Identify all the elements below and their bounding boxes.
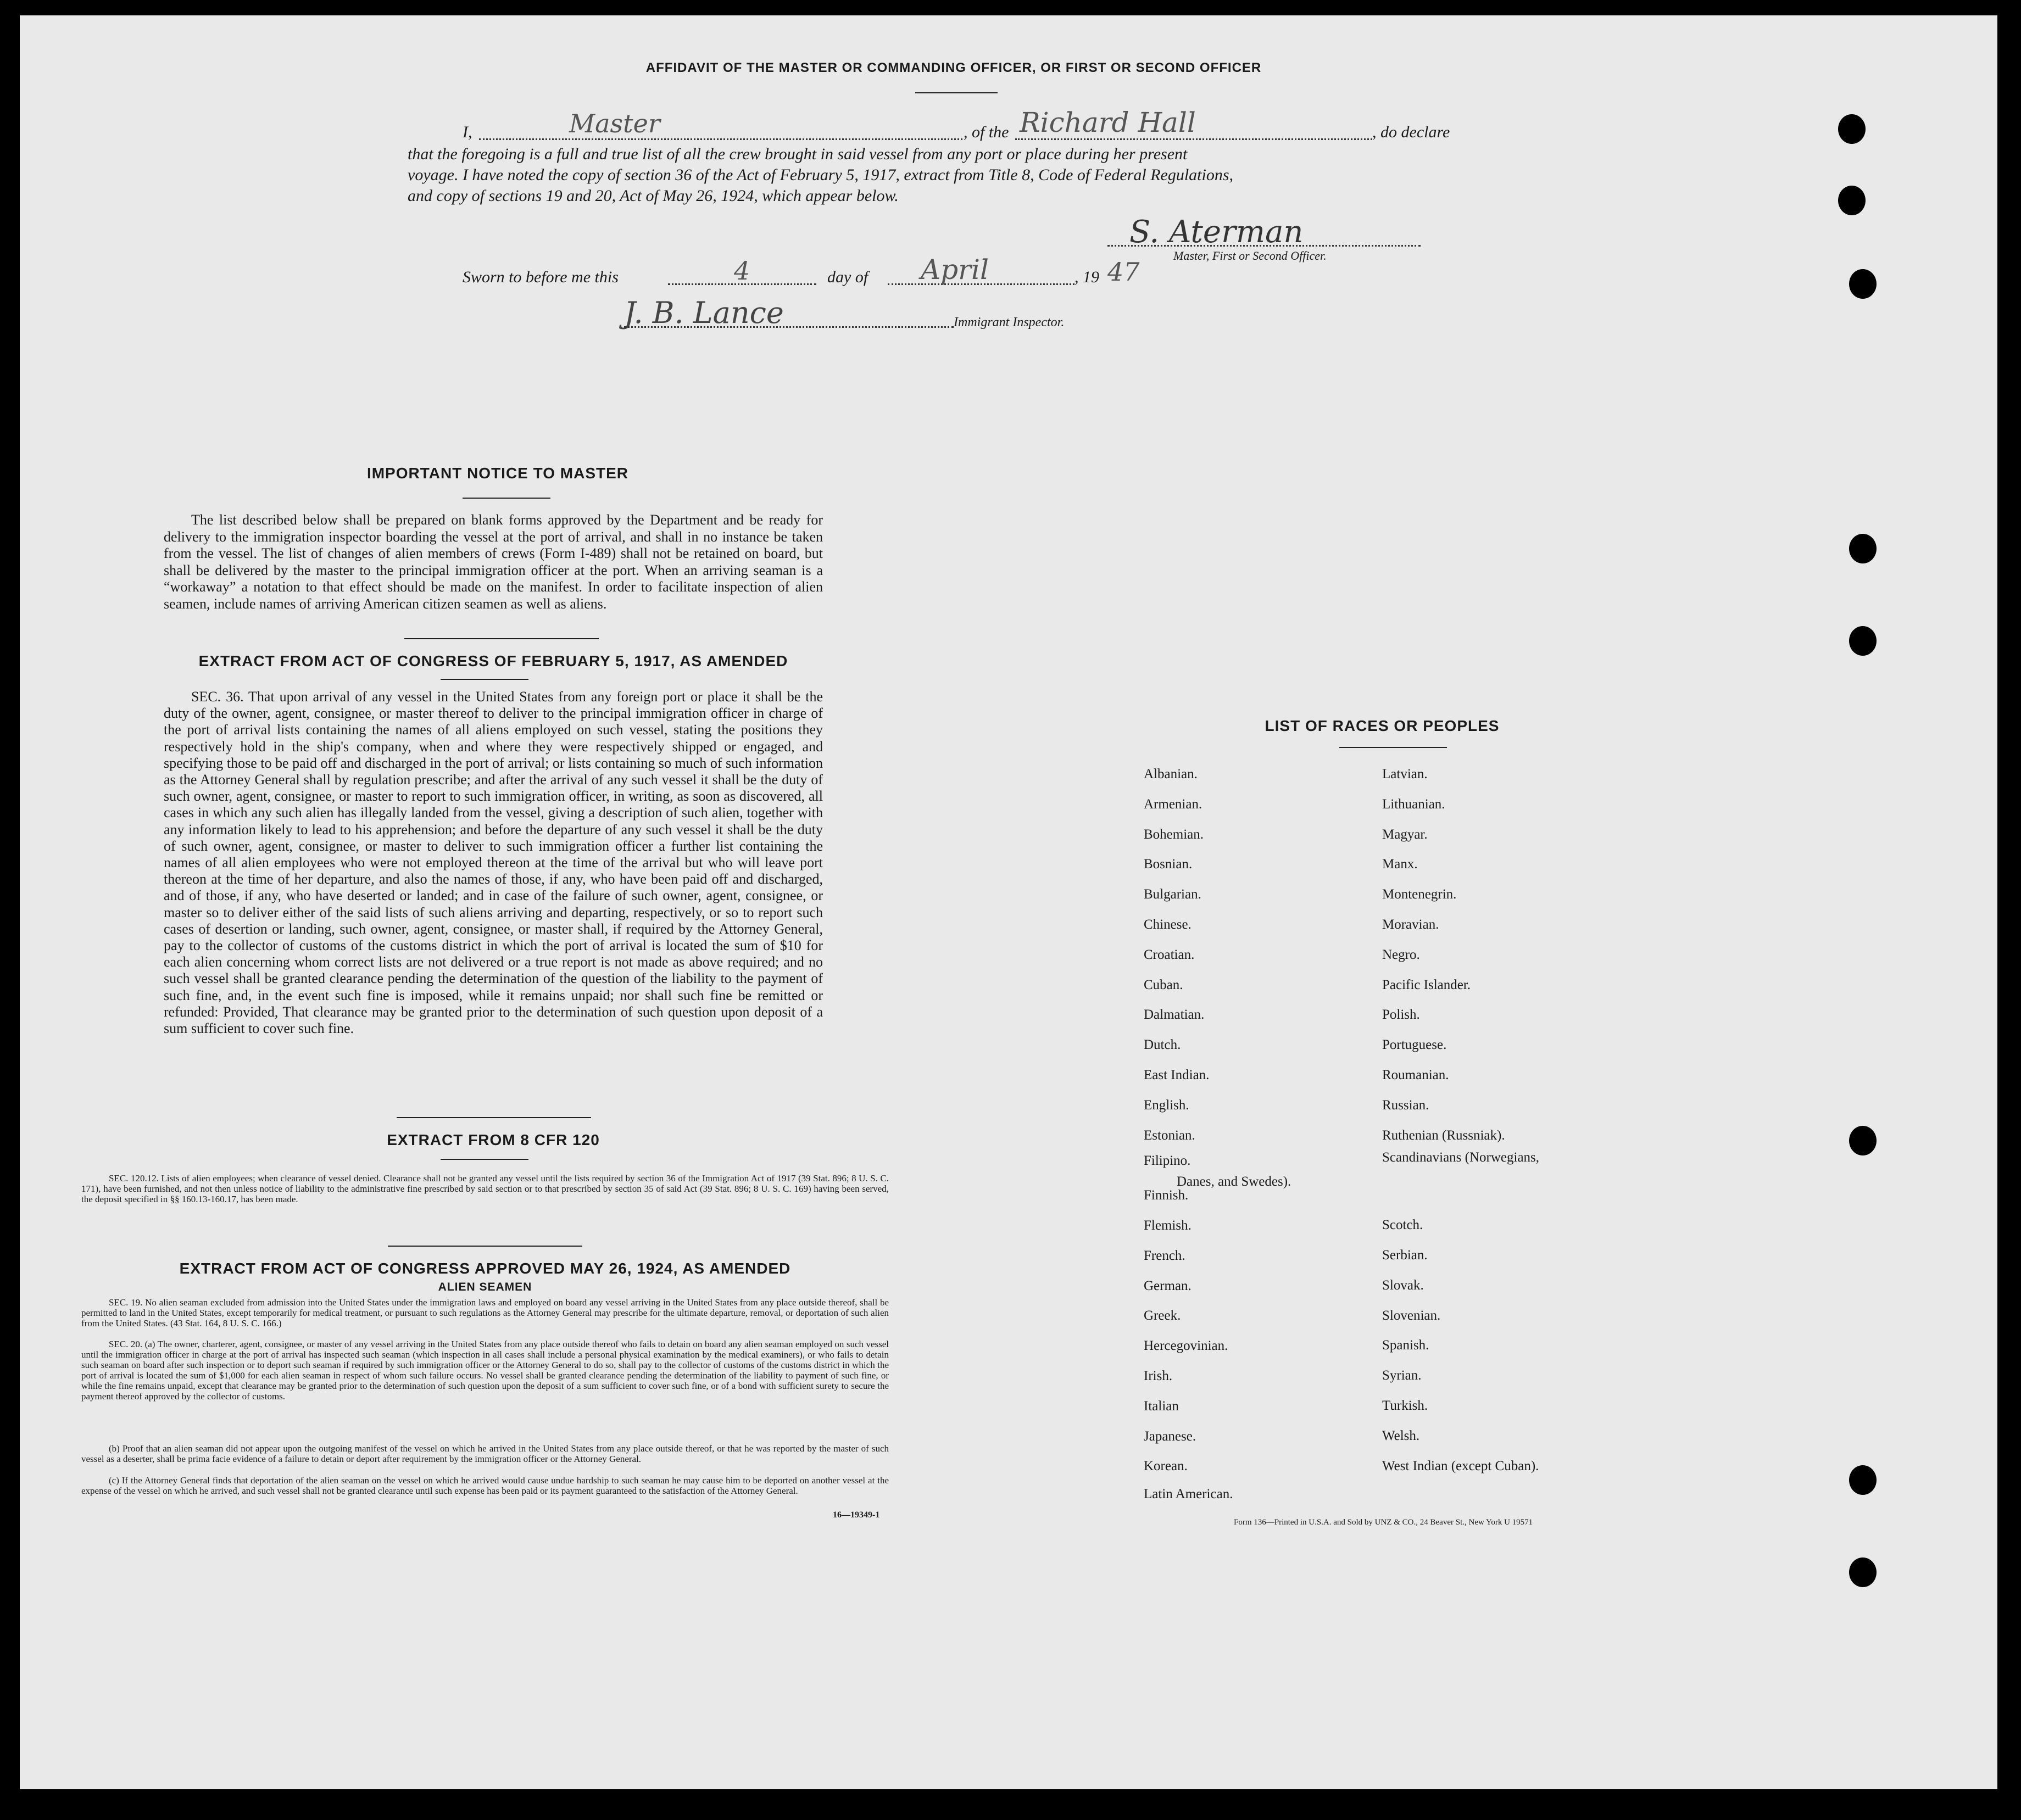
race-item: Danes, and Swedes). [1177, 1174, 1291, 1190]
race-item: West Indian (except Cuban). [1382, 1458, 1539, 1473]
race-item: Scotch. [1382, 1218, 1423, 1233]
extract-1924-sec20b: (b) Proof that an alien seaman did not appear upon the outgoing manifest of the vessel on which he arrived in the United States from any place outside thereof, or that he was reported by the master of such vessel as a deserter, shall be prima facie evidence of a failure to detain or deport after requirement by the immigration officer or the Attorney General. [81, 1443, 889, 1464]
vessel-handwriting: Richard Hall [1020, 107, 1196, 138]
binder-hole [1849, 1465, 1877, 1495]
race-item: Scandinavians (Norwegians, [1382, 1150, 1540, 1165]
affidavit-body-line-1: that the foregoing is a full and true list of all the crew brought in said vessel from any port or place during her present [408, 145, 1188, 163]
vessel-blank-line [1015, 138, 1372, 140]
races-title-divider [1339, 747, 1447, 748]
extract-1917-title: EXTRACT FROM ACT OF CONGRESS OF FEBRUARY 5, 1917, AS AMENDED [198, 652, 788, 669]
race-item: Finnish. [1144, 1188, 1189, 1203]
race-item: Italian [1144, 1398, 1179, 1414]
race-item: Lithuanian. [1382, 796, 1445, 812]
affidavit-body-line-3: and copy of sections 19 and 20, Act of May 26, 1924, which appear below. [408, 187, 899, 205]
race-item: East Indian. [1144, 1068, 1210, 1082]
races-title: LIST OF RACES OR PEOPLES [1265, 717, 1500, 734]
race-item: Ruthenian (Russniak). [1382, 1127, 1505, 1143]
race-item: Pacific Islander. [1382, 977, 1471, 992]
race-item: Montenegrin. [1382, 887, 1457, 902]
race-item: Cuban. [1144, 977, 1183, 992]
race-item: Greek. [1144, 1308, 1181, 1324]
race-item: Polish. [1382, 1007, 1420, 1023]
i-blank-line [479, 138, 962, 140]
extract-1917-body: SEC. 36. That upon arrival of any vessel in the United States from any foreign port or place it shall be the duty of the owner, agent, consignee, or master thereof to deliver to the principal immigration officer in charge of the port of arrival lists containing the names of all aliens employed on such vessel, stating the positions they respectively hold in the ship's company, when and where they were respectively shipped or engaged, and specifying those to be paid off and discharged in the port of arrival; or lists containing so much of such information as the Attorney General shall by regulation prescribe; and after the arrival of any such vessel it shall be the duty of such owner, agent, consignee, or master to report to such immigration officer, in writing, as soon as discovered, all cases in which any such alien has illegally landed from the vessel, giving a description of such alien, together with any information likely to lead to his apprehension; and before the departure of any such vessel it shall be the duty of such owner, agent, consignee, or master to deliver to such immigration officer a further list containing the names of all alien employees who were not employed thereon at the time of the arrival but who will leave port thereon at the time of her departure, and also the names of those, if any, who have been paid off and discharged, and of those, if any, who have deserted or landed; and in case of the failure of such owner, agent, consignee, or master so to deliver either of the said lists of such aliens arriving and departing, respectively, or so to report such cases of desertion or landing, such owner, agent, consignee, or master shall, if required by the Attorney General, pay to the collector of customs of the customs district in which the port of arrival is located the sum of $10 for each alien concerning whom correct lists are not delivered or a true report is not made as above required; and no such vessel shall be granted clearance pending the determination of the question of the liability to the payment of such fine, and, in the event such fine is imposed, while it remains unpaid; nor shall such fine be remitted or refunded: Provided, That clearance may be granted prior to the determination of such question upon deposit of a sum sufficient to cover such fine. [164, 689, 823, 1037]
binder-hole [1838, 186, 1866, 215]
extract-1924-title: EXTRACT FROM ACT OF CONGRESS APPROVED MAY 26, 1924, AS AMENDED [179, 1260, 791, 1277]
race-item: Flemish. [1144, 1218, 1192, 1233]
affidavit-body-line-2: voyage. I have noted the copy of section 36 of the Act of February 5, 1917, extract from Title 8, Code of Federal Regulations, [408, 166, 1234, 184]
sworn-label: Sworn to before me this [463, 268, 619, 286]
race-item: Manx. [1382, 857, 1418, 872]
i-label: I, [463, 123, 472, 141]
master-signature: S. Aterman [1129, 214, 1304, 250]
extract-1924-sec20c: (c) If the Attorney General finds that deportation of the alien seaman on the vessel on which he arrived would cause undue hardship to such seaman he may cause him to be deported on another vessel at the expense of the vessel on which he arrived, and such vessel shall not be granted clearance until such expense has been paid or its payment guaranteed to the satisfaction of the Attorney General. [81, 1475, 889, 1496]
race-item: Japanese. [1144, 1428, 1196, 1444]
binder-hole [1849, 1126, 1877, 1155]
extract-1924-sec19: SEC. 19. No alien seaman excluded from admission into the United States under the immigration laws and employed on board any vessel arriving in the United States from any place outside thereof, shall be permitted to land in the United States, except temporarily for medical treatment, or pursuant to such regulations as the Attorney General may prescribe for the ultimate departure, removal, or deportation of such alien from the United States. (43 Stat. 164, 8 U. S. C. 166.) [81, 1297, 889, 1328]
binder-hole [1838, 114, 1866, 144]
race-item: Portuguese. [1382, 1037, 1447, 1053]
section-divider [388, 1246, 582, 1247]
race-item: Slovak. [1382, 1277, 1424, 1293]
inspector-line [624, 326, 954, 328]
of-the-label: , of the [964, 123, 1009, 141]
signature-caption: Master, First or Second Officer. [1173, 249, 1327, 263]
race-item: Welsh. [1382, 1428, 1420, 1443]
extract-cfr-divider [441, 1159, 528, 1160]
race-item: Irish. [1144, 1369, 1173, 1383]
race-item: Latvian. [1382, 767, 1428, 781]
race-item: Russian. [1382, 1097, 1429, 1113]
day-of-label: day of [827, 268, 868, 286]
title-divider [915, 92, 998, 93]
affidavit-title: AFFIDAVIT OF THE MASTER OR COMMANDING OFFICER, OR FIRST OR SECOND OFFICER [645, 60, 1262, 75]
notice-title-divider [463, 498, 550, 499]
extract-1924-subtitle: ALIEN SEAMEN [438, 1281, 532, 1293]
extract-cfr-title: EXTRACT FROM 8 CFR 120 [387, 1131, 600, 1148]
section-divider [404, 638, 599, 639]
document-page [20, 15, 1997, 1789]
race-item: Armenian. [1144, 796, 1202, 812]
race-item: Turkish. [1382, 1398, 1428, 1413]
race-item: Latin American. [1144, 1487, 1233, 1502]
binder-hole [1849, 626, 1877, 656]
binder-hole [1849, 1557, 1877, 1587]
race-item: Bohemian. [1144, 827, 1204, 842]
race-item: Croatian. [1144, 947, 1195, 962]
race-item: French. [1144, 1248, 1185, 1263]
year-prefix: , 19 [1074, 268, 1099, 286]
race-item: Roumanian. [1382, 1068, 1449, 1082]
race-item: Spanish. [1382, 1338, 1429, 1353]
race-item: Dutch. [1144, 1037, 1181, 1053]
sworn-month-handwriting: April [921, 254, 989, 286]
extract-1924-sec20a: SEC. 20. (a) The owner, charterer, agent, consignee, or master of any vessel arriving in the United States from any place outside thereof who fails to detain on board any alien seaman employed on such vessel until the immigration officer in charge at the port of arrival has inspected such seaman (which inspection in all cases shall include a personal physical examination by the medical examiners), or who fails to detain such seaman on board after such inspection or to deport such seaman if required by such immigration officer or the Attorney General to do so, shall pay to the collector of customs of the customs district in which the port of arrival is located the sum of $1,000 for each alien seaman in respect of whom such failure occurs. No vessel shall be granted clearance pending the determination of the liability to payment of such fine, or while the fine remains unpaid, except that clearance may be granted prior to the determination of such question upon the deposit of a sum sufficient to cover such fine, or of a bond with sufficient surety to secure the payment thereof approved by the collector of customs. [81, 1339, 889, 1402]
section-divider [397, 1117, 591, 1118]
race-item: Filipino. [1144, 1153, 1191, 1169]
form-code: 16—19349-1 [833, 1510, 880, 1520]
sworn-day-handwriting: 4 [734, 256, 750, 286]
race-item: Slovenian. [1382, 1308, 1441, 1323]
race-item: Bosnian. [1144, 857, 1193, 872]
race-item: Hercegovinian. [1144, 1338, 1228, 1354]
race-item: Chinese. [1144, 917, 1192, 932]
race-item: Dalmatian. [1144, 1007, 1205, 1023]
extract-1917-divider [441, 679, 528, 680]
notice-title: IMPORTANT NOTICE TO MASTER [366, 465, 629, 482]
binder-hole [1849, 269, 1877, 299]
i-handwriting: Master [569, 109, 660, 138]
do-declare-label: , do declare [1372, 123, 1450, 141]
signature-line [1107, 245, 1421, 247]
printer-footer: Form 136—Printed in U.S.A. and Sold by UNZ & CO., 24 Beaver St., New York U 19571 [1234, 1518, 1533, 1527]
race-item: Serbian. [1382, 1248, 1428, 1263]
race-item: German. [1144, 1278, 1192, 1293]
race-item: Magyar. [1382, 827, 1428, 842]
race-item: Bulgarian. [1144, 887, 1201, 902]
year-handwriting: 47 [1107, 257, 1140, 287]
race-item: English. [1144, 1097, 1189, 1113]
race-item: Albanian. [1144, 767, 1198, 781]
binder-hole [1849, 534, 1877, 563]
race-item: Korean. [1144, 1459, 1188, 1474]
notice-body: The list described below shall be prepared on blank forms approved by the Department and be ready for delivery to the immigration inspector boarding the vessel at the port of arrival, and shall in no instance be taken from the vessel. The list of changes of alien members of crews (Form I-489) shall not be retained on board, but shall be delivered by the master to the principal immigration officer at the port. When an arriving seaman is a “workaway” a notation to that effect should be made on the manifest. In order to facilitate inspection of alien seamen, include names of arriving American citizen seamen as well as aliens. [164, 512, 823, 612]
race-item: Estonian. [1144, 1127, 1195, 1143]
inspector-signature: J. B. Lance [624, 295, 784, 330]
race-item: Syrian. [1382, 1368, 1422, 1383]
inspector-caption: Immigrant Inspector. [954, 315, 1065, 330]
race-item: Negro. [1382, 947, 1420, 962]
extract-cfr-body: SEC. 120.12. Lists of alien employees; when clearance of vessel denied. Clearance shall not be granted any vessel until the lists required by section 36 of the Immigration Act of 1917 (39 Stat. 896; 8 U. S. C. 171), have been furnished, and not then unless notice of liability to the administrative fine prescribed by said section or to that prescribed by section 35 of said Act (39 Stat. 896; 8 U. S. C. 169) having been served, the deposit specified in §§ 160.13-160.17, has been made. [81, 1173, 889, 1204]
race-item: Moravian. [1382, 917, 1439, 932]
